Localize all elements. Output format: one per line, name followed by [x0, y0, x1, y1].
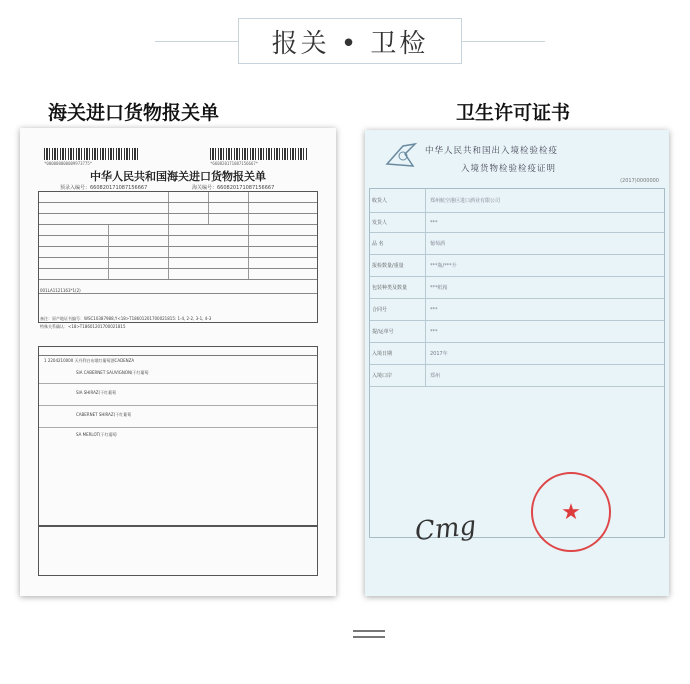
- goods-item-1: 1 2204210000 天丹利白布缎红葡萄酒CADENZA: [44, 358, 135, 363]
- cert-label-entry-port: 入境口岸: [370, 365, 426, 386]
- goods-item-4-desc: SA MERLOT(干红葡萄: [76, 432, 117, 437]
- certificate-number: (2017)0000000: [620, 178, 659, 184]
- certificate-title-line1: 中华人民共和国出入境检验检疫: [425, 146, 559, 156]
- header-rule-right: [462, 41, 545, 42]
- certificate-body: [370, 387, 664, 537]
- cert-value-entry-port: 郑州: [430, 373, 441, 379]
- cert-label-consignee: 收货人: [370, 189, 426, 212]
- cert-label-bill: 提/运单号: [370, 321, 426, 342]
- header-rule-left: [155, 41, 238, 42]
- health-caption: 卫生许可证书: [456, 102, 571, 124]
- certificate-table: [369, 188, 665, 538]
- goods-item-1-desc: SIA CABERNET SAUVIGNON(干红葡萄: [76, 370, 149, 375]
- goods-table-header: [39, 347, 317, 356]
- customs-caption: 海关进口货物报关单: [48, 102, 220, 124]
- cert-value-packaging: ***纸箱: [430, 285, 448, 291]
- customs-special-relation: 特殊关系确认：<18>T18601201700021815: [40, 324, 126, 329]
- health-certificate-image: [365, 130, 669, 596]
- cert-value-consignor: ***: [430, 219, 438, 226]
- customs-doc-title: 中华人民共和国海关进口货物报关单: [90, 170, 266, 183]
- cert-label-consignor: 发货人: [370, 213, 426, 232]
- cert-label-packaging: 包装种类及数量: [370, 277, 426, 298]
- cert-value-product: 葡萄酒: [430, 241, 446, 247]
- goods-row-divider: [39, 383, 317, 384]
- cert-value-consignee: 郑州航空港区进口酒业有限公司: [430, 198, 501, 204]
- cert-value-entry-date: 2017年: [430, 351, 448, 357]
- barcode-right-number: *660820171087156667*: [210, 161, 259, 166]
- section-divider-icon: [353, 630, 385, 638]
- barcode-left: [44, 148, 140, 160]
- cert-value-bill: ***: [430, 328, 438, 335]
- barcode-right: [210, 148, 308, 160]
- cert-value-quantity: ***瓶/***升: [430, 263, 457, 269]
- ciq-emblem-icon: [383, 140, 419, 170]
- certificate-title-line2: 入境货物检验检疫证明: [461, 164, 557, 174]
- customs-number: 海关编号：660820171087156667: [192, 185, 275, 191]
- customs-remark: 备注：原产地证书编号：WSC10387988,Y<18>T18601201700021815: 1-4, 2-2, 3-1, 4-3: [40, 316, 212, 321]
- declaration-signature-box: [38, 526, 318, 576]
- header-badge: [238, 18, 462, 64]
- goods-row-divider: [39, 405, 317, 406]
- barcode-left-number: *000000000009973775*: [44, 161, 93, 166]
- pre-entry-number: 预录入编号：660820171087156667: [60, 185, 148, 191]
- header-title: 报关 • 卫检: [271, 28, 429, 59]
- inspector-signature: Cmg: [413, 510, 478, 548]
- cert-label-entry-date: 入境日期: [370, 343, 426, 364]
- cert-label-contract: 合同号: [370, 299, 426, 320]
- cert-label-quantity: 报检数量/重量: [370, 255, 426, 276]
- customs-line-1: 001LA1121163*1(2): [40, 288, 81, 293]
- goods-row-divider: [39, 427, 317, 428]
- official-red-stamp: [531, 472, 611, 552]
- goods-item-2-desc: SIA SHIRAZ(干红葡萄: [76, 390, 117, 395]
- cert-value-contract: ***: [430, 306, 438, 313]
- cert-label-product: 品 名: [370, 233, 426, 254]
- customs-declaration-image: [20, 128, 336, 596]
- stamp-star-icon: ★: [561, 500, 581, 525]
- customs-header-table: [38, 191, 318, 323]
- goods-item-3-desc: CABERNET SHIRAZ(干红葡萄: [76, 412, 132, 417]
